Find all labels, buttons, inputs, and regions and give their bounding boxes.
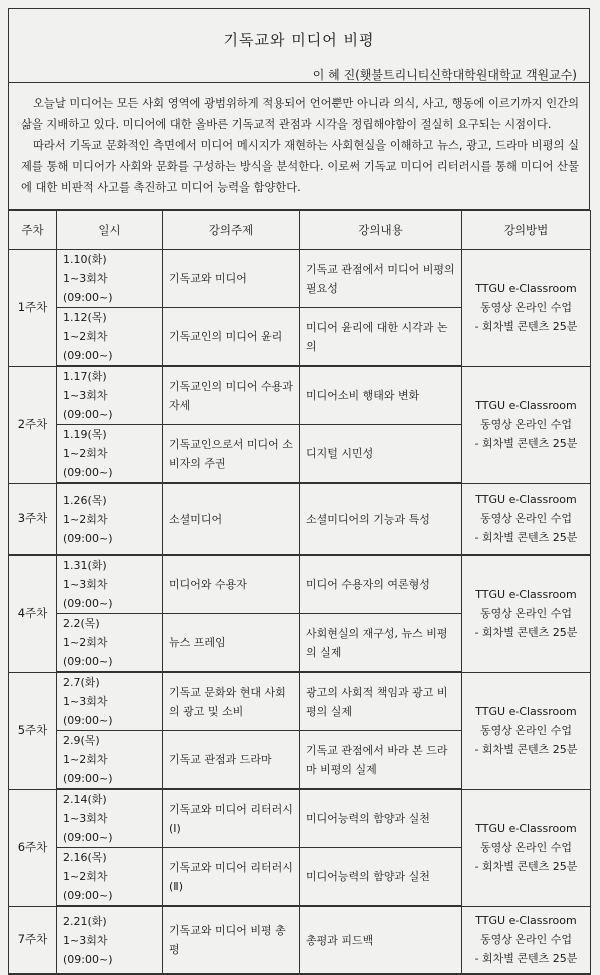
session-date: 2.14(화) — [63, 793, 107, 806]
session-time: 1~3회차(09:00~) — [63, 578, 113, 610]
method-cell — [462, 672, 591, 789]
date-cell — [57, 308, 163, 367]
week-cell: 5주차 — [9, 672, 57, 789]
method-line: 동영상 온라인 수업 — [479, 418, 572, 431]
topic-cell: 소셜미디어 — [163, 483, 300, 555]
method-line: TTGU e-Classroom — [475, 588, 577, 602]
session-date: 1.26(목) — [63, 493, 107, 507]
header-content: 강의내용 — [300, 211, 462, 250]
content-cell: 기독교 관점에서 미디어 비평의 필요성 — [300, 250, 462, 308]
session-time: 1~3회차(09:00~) — [63, 272, 113, 304]
content-cell: 미디어소비 행태와 변화 — [300, 366, 462, 425]
header-topic: 강의주제 — [163, 211, 300, 250]
topic-cell: 기독교 문화와 현대 사회의 광고 및 소비 — [163, 672, 300, 731]
session-date: 2.9(목) — [63, 734, 100, 747]
method-cell — [462, 366, 591, 483]
date-cell — [57, 906, 163, 974]
method-line: TTGU e-Classroom — [475, 399, 577, 412]
topic-cell: 기독교 관점과 드라마 — [163, 731, 300, 790]
date-cell — [57, 250, 163, 308]
date-cell — [57, 731, 163, 790]
intro-paragraph: 오늘날 미디어는 모든 사회 영역에 광범위하게 적용되어 언어뿐만 아니라 의식, 사고, 행동에 이르기까지 인간의 삶을 지배하고 있다. 미디어에 대한 올바른 기독교적 관점과 시각을 정립해야함이 절실히 요구되는 시점이다. — [21, 97, 579, 131]
content-cell: 미디어능력의 함양과 실천 — [300, 789, 462, 848]
schedule-table — [8, 210, 591, 975]
topic-cell: 미디어와 수용자 — [163, 555, 300, 614]
date-cell — [57, 555, 163, 614]
schedule-body — [9, 250, 591, 975]
content-cell: 기독교 관점에서 바라 본 드라마 비평의 실제 — [300, 731, 462, 790]
date-cell — [57, 789, 163, 848]
date-cell — [57, 672, 163, 731]
method-line: - 회차별 콘텐츠 25분 — [474, 743, 578, 756]
date-cell — [57, 848, 163, 907]
session-date: 1.19(목) — [63, 428, 107, 441]
topic-cell: 기독교와 미디어 비평 총평 — [163, 906, 300, 974]
topic-cell: 뉴스 프레임 — [163, 614, 300, 673]
session-date: 1.17(화) — [63, 370, 107, 383]
method-line: TTGU e-Classroom — [475, 282, 577, 296]
date-cell — [57, 483, 163, 555]
session-date: 1.10(화) — [63, 253, 107, 266]
content-cell: 광고의 사회적 책임과 광고 비평의 실제 — [300, 672, 462, 731]
week-cell: 6주차 — [9, 789, 57, 906]
method-cell — [462, 555, 591, 672]
session-time: 1~2회차(09:00~) — [63, 753, 113, 785]
method-line: 동영상 온라인 수업 — [479, 607, 572, 621]
session-time: 1~3회차(09:00~) — [63, 695, 113, 727]
session-time: 1~3회차(09:00~) — [63, 812, 113, 844]
topic-cell: 기독교인의 미디어 윤리 — [163, 308, 300, 367]
week-cell: 2주차 — [9, 366, 57, 483]
method-line: 동영상 온라인 수업 — [479, 841, 572, 854]
date-cell — [57, 425, 163, 484]
topic-cell: 기독교와 미디어 — [163, 250, 300, 308]
method-cell — [462, 906, 591, 974]
method-line: 동영상 온라인 수업 — [479, 512, 572, 526]
session-date: 1.31(화) — [63, 559, 107, 572]
content-cell: 총평과 피드백 — [300, 906, 462, 974]
method-line: 동영상 온라인 수업 — [479, 724, 572, 737]
method-line: - 회차별 콘텐츠 25분 — [474, 952, 578, 966]
session-date: 2.2(목) — [63, 617, 100, 630]
week-cell: 3주차 — [9, 483, 57, 555]
method-line: - 회차별 콘텐츠 25분 — [474, 860, 578, 873]
method-cell — [462, 789, 591, 906]
session-date: 2.16(목) — [63, 851, 107, 864]
method-line: - 회차별 콘텐츠 25분 — [474, 626, 578, 640]
method-line: TTGU e-Classroom — [475, 705, 577, 718]
method-line: - 회차별 콘텐츠 25분 — [474, 531, 578, 545]
session-time: 1~3회차(09:00~) — [63, 933, 113, 966]
table-row — [9, 555, 591, 614]
method-line: - 회차별 콘텐츠 25분 — [474, 320, 578, 334]
document-title: 기독교와 미디어 비평 — [223, 31, 375, 49]
header-method: 강의방법 — [462, 211, 591, 250]
intro-box — [8, 83, 590, 210]
content-cell: 미디어 수용자의 여론형성 — [300, 555, 462, 614]
method-line: TTGU e-Classroom — [475, 914, 577, 928]
method-line: - 회차별 콘텐츠 25분 — [474, 437, 578, 450]
topic-cell: 기독교와 미디어 리터러시(Ⅱ) — [163, 848, 300, 907]
content-cell: 미디어능력의 함양과 실천 — [300, 848, 462, 907]
session-time: 1~3회차(09:00~) — [63, 389, 113, 421]
table-row — [9, 250, 591, 308]
week-cell: 4주차 — [9, 555, 57, 672]
table-row — [9, 789, 591, 848]
session-time: 1~2회차(09:00~) — [63, 447, 113, 479]
method-line: 동영상 온라인 수업 — [479, 301, 572, 315]
intro-paragraph: 따라서 기독교 문화적인 측면에서 미디어 메시지가 재현하는 사회현실을 이해하고 뉴스, 광고, 드라마 비평의 실제를 통해 미디어가 사회와 문화를 구성하는 방식을 분석한다. 이로써 기독교 미디어 리터러시를 통해 미디어 산물에 대한 비판적 사고를 촉진하고 미디어 능력을 함양한다. — [21, 139, 579, 194]
session-date: 2.7(화) — [63, 676, 100, 689]
document-author: 이 혜 진(횃불트리니티신학대학원대학교 객원교수) — [312, 68, 577, 82]
table-row — [9, 366, 591, 425]
content-cell: 사회현실의 재구성, 뉴스 비평의 실제 — [300, 614, 462, 673]
session-date: 2.21(화) — [63, 914, 107, 928]
table-row — [9, 483, 591, 555]
content-cell: 미디어 윤리에 대한 시각과 논의 — [300, 308, 462, 367]
date-cell — [57, 366, 163, 425]
header-box — [8, 8, 590, 83]
table-header-row — [9, 211, 591, 250]
header-date: 일시 — [57, 211, 163, 250]
topic-cell: 기독교인으로서 미디어 소비자의 주권 — [163, 425, 300, 484]
session-time: 1~2회차(09:00~) — [63, 330, 113, 362]
table-row — [9, 672, 591, 731]
session-time: 1~2회차(09:00~) — [63, 636, 113, 668]
week-cell: 1주차 — [9, 250, 57, 367]
topic-cell: 기독교와 미디어 리터러시(Ⅰ) — [163, 789, 300, 848]
session-time: 1~2회차(09:00~) — [63, 870, 113, 902]
content-cell: 디지털 시민성 — [300, 425, 462, 484]
session-time: 1~2회차(09:00~) — [63, 512, 113, 545]
method-cell — [462, 483, 591, 555]
method-line: TTGU e-Classroom — [475, 822, 577, 835]
method-cell — [462, 250, 591, 367]
topic-cell: 기독교인의 미디어 수용과 자세 — [163, 366, 300, 425]
content-cell: 소셜미디어의 기능과 특성 — [300, 483, 462, 555]
header-week: 주차 — [9, 211, 57, 250]
method-line: TTGU e-Classroom — [475, 493, 577, 507]
session-date: 1.12(목) — [63, 311, 107, 324]
week-cell: 7주차 — [9, 906, 57, 974]
method-line: 동영상 온라인 수업 — [479, 933, 572, 947]
table-row — [9, 906, 591, 974]
date-cell — [57, 614, 163, 673]
